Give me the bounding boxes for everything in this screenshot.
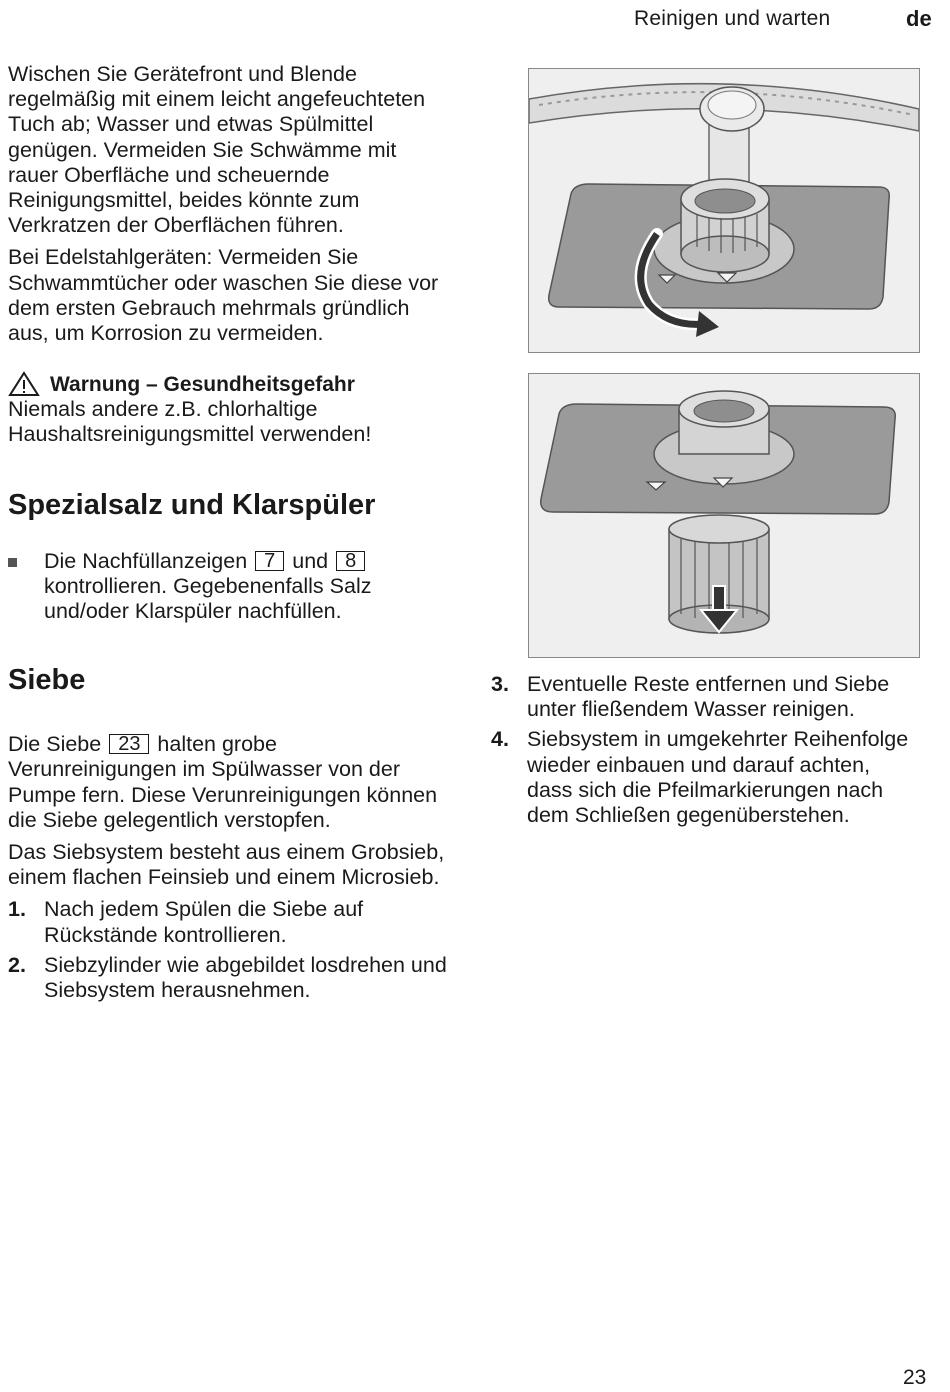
- warning-heading: [8, 371, 448, 397]
- reference-box: 8: [336, 551, 365, 571]
- warning-text: Niemals andere z.B. chlorhaltige Haushaltsreinigungsmittel verwenden!: [8, 397, 372, 447]
- reference-box: 23: [109, 734, 149, 754]
- page-header-title: Reinigen und warten: [634, 7, 831, 30]
- step-text: Nach jedem Spülen die Siebe auf Rückstände kontrollieren.: [44, 897, 364, 947]
- bullet-square-icon: [8, 549, 44, 625]
- step-number: 2.: [8, 952, 26, 977]
- step-item: [491, 727, 911, 828]
- step-text: Siebzylinder wie abgebildet losdrehen und Siebsystem herausnehmen.: [44, 952, 447, 1003]
- steps-list: [491, 672, 911, 828]
- section-title-filters: Siebe: [8, 664, 86, 697]
- paragraph-filter-system: Das Siebsystem besteht aus einem Grobsieb, einem flachen Feinsieb und einem Microsieb.: [8, 840, 445, 890]
- right-column: [491, 672, 911, 833]
- step-text: Eventuelle Reste entfernen und Siebe unter fließendem Wasser reinigen.: [527, 672, 890, 722]
- step-item: [8, 953, 448, 1003]
- filter-unscrew-drawing: [529, 69, 919, 352]
- paragraph-stainless: Bei Edelstahlgeräten: Vermeiden Sie Schwammtücher oder waschen Sie diese vor dem ersten Gebrauch mehrmals gründlich aus, um Korrosion zu vermeiden.: [8, 245, 439, 346]
- warning-triangle-icon: [8, 371, 40, 397]
- step-number: 3.: [491, 672, 509, 696]
- step-number: 4.: [491, 727, 509, 752]
- step-item: [8, 897, 448, 947]
- left-column: [8, 62, 448, 1008]
- filter-remove-drawing: [529, 374, 919, 657]
- page-number: 23: [903, 1366, 927, 1389]
- step-number: 1.: [8, 897, 26, 922]
- steps-list: [8, 897, 448, 1003]
- illustration-remove-filter: [528, 373, 920, 658]
- step-item: [491, 672, 911, 722]
- warning-title: Warnung – Gesundheitsgefahr: [50, 372, 355, 396]
- paragraph-filters-intro: Die Siebe 23 halten grobe Verunreinigungen im Spülwasser von der Pumpe fern. Diese Verunreinigungen können die Siebe gelegentlich verstopfen.: [8, 732, 438, 832]
- section-title-salt-rinse: Spezialsalz und Klarspüler: [8, 488, 376, 521]
- bullet-text: Die Nachfüllanzeigen 7 und 8 kontrollieren. Gegebenenfalls Salz und/oder Klarspüler nachfüllen.: [44, 548, 372, 624]
- paragraph-front-cleaning: Wischen Sie Gerätefront und Blende regelmäßig mit einem leicht angefeuchteten Tuch ab; Wasser und etwas Spülmittel genügen. Vermeiden Sie Schwämme mit rauer Oberfläche und scheuernde Reinigungsmittel, beides könnte zum Verkratzen der Oberflächen führen.: [8, 62, 426, 238]
- step-text: Siebsystem in umgekehrter Reihenfolge wieder einbauen und darauf achten, dass sich die Pfeilmarkierungen nach dem Schließen gegenüberstehen.: [527, 727, 909, 828]
- illustration-unscrew-filter: [528, 68, 920, 353]
- reference-box: 7: [255, 551, 284, 571]
- page-header-language: de: [906, 6, 932, 31]
- list-item: [8, 549, 448, 625]
